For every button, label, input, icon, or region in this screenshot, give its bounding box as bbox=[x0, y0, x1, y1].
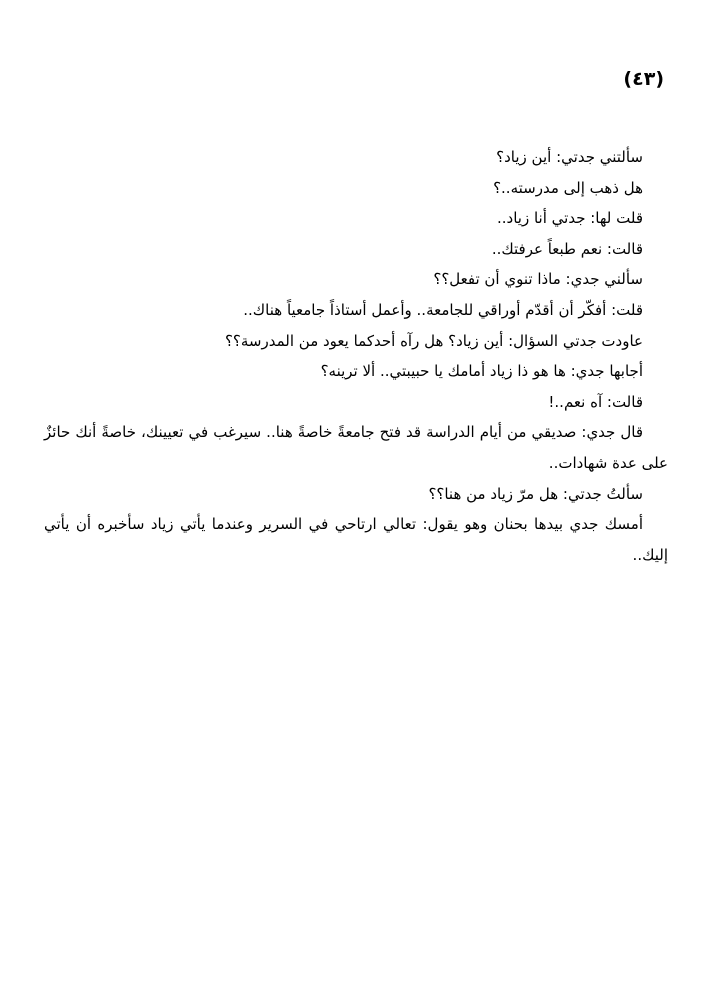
body-text bbox=[44, 142, 668, 570]
paragraph-11: سألتُ جدتي: هل مرّ زياد من هنا؟؟ bbox=[428, 484, 643, 503]
paragraph-2: هل ذهب إلى مدرسته..؟ bbox=[493, 178, 643, 197]
paragraph-4: قالت: نعم طبعاً عرفتك.. bbox=[491, 239, 643, 258]
paragraph-5: سألني جدي: ماذا تنوي أن تفعل؟؟ bbox=[433, 270, 643, 289]
paragraph-8: أجابها جدي: ها هو ذا زياد أمامك يا حبيبتي.. ألا ترينه؟ bbox=[320, 362, 643, 381]
paragraph-12: أمسك جدي بيدها بحنان وهو يقول: تعالي ارتاحي في السرير وعندما يأتي زياد سأخبره أن يأتي إليك.. bbox=[44, 515, 668, 564]
page-number: (٤٣) bbox=[623, 68, 664, 90]
paragraph-6: قلت: أفكّر أن أقدّم أوراقي للجامعة.. وأعمل أستاذاً جامعياً هناك.. bbox=[243, 300, 643, 319]
paragraph-3: قلت لها: جدتي أنا زياد.. bbox=[497, 209, 643, 228]
paragraph-7: عاودت جدتي السؤال: أين زياد؟ هل رآه أحدكما يعود من المدرسة؟؟ bbox=[224, 331, 643, 350]
paragraph-9: قالت: آه نعم..! bbox=[548, 392, 643, 411]
paragraph-10: قال جدي: صديقي من أيام الدراسة قد فتح جامعةً خاصةً هنا.. سيرغب في تعيينك، خاصةً أنك حائزٌ على عدة شهادات.. bbox=[44, 423, 668, 472]
paragraph-1: سألتني جدتي: أين زياد؟ bbox=[496, 148, 643, 166]
